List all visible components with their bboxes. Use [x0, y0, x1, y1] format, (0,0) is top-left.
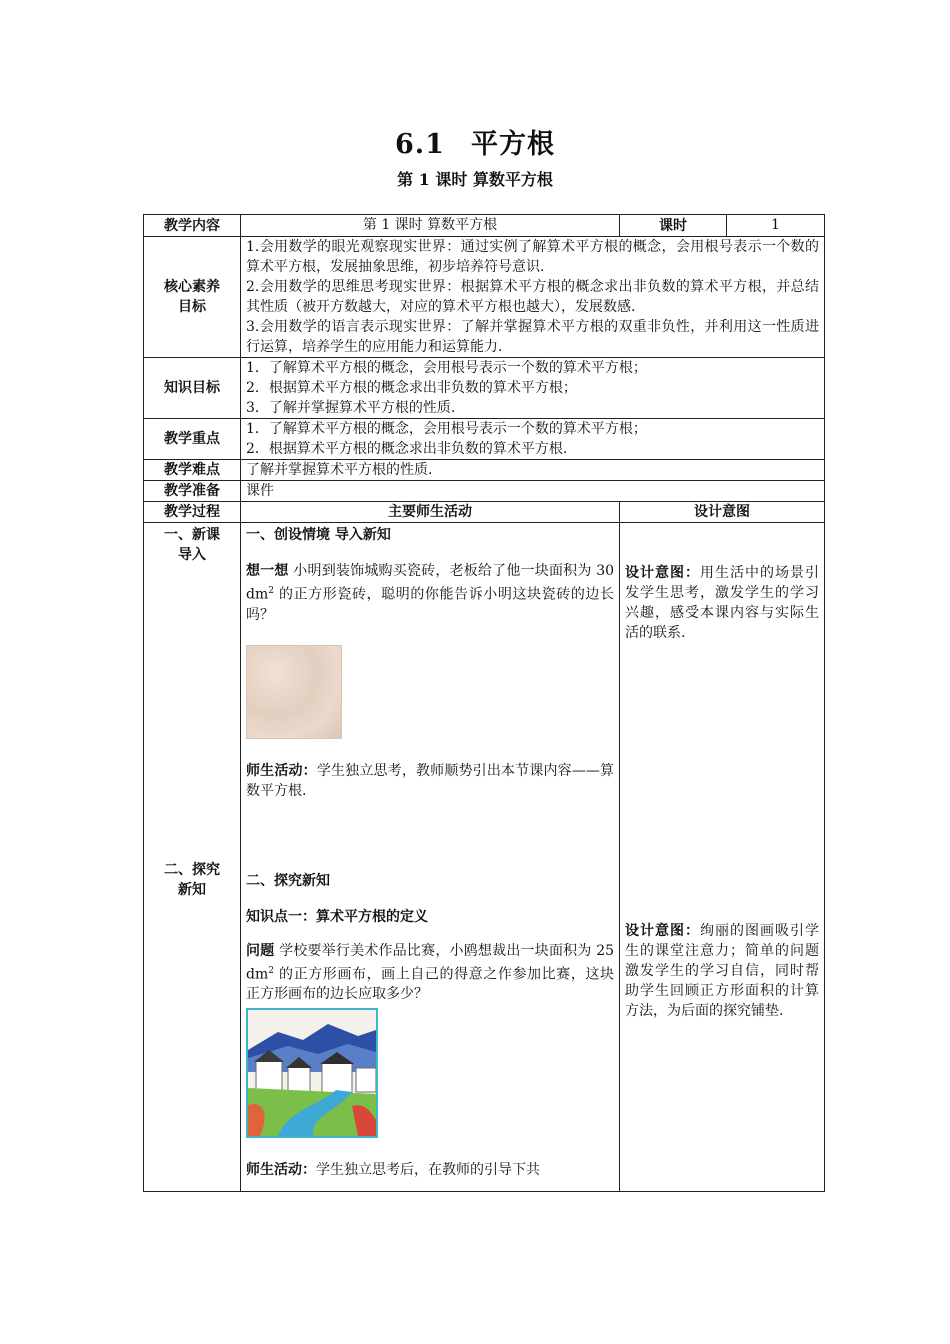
stage-1-label: 一、新课导入 — [164, 527, 220, 563]
knowledge-goals — [241, 358, 825, 419]
knowledge-point-1: 知识点一：算术平方根的定义 — [246, 908, 428, 925]
painting-image — [246, 1008, 378, 1138]
core-goal-item: 2.会用数学的思维思考现实世界：根据算术平方根的概念求出非负数的算术平方根，并总结其性质（被开方数越大，对应的算术平方根也越大），发展数感. — [246, 279, 820, 315]
core-goal-item: 3.会用数学的语言表示现实世界：了解并掌握算术平方根的双重非负性，并利用这一性质进行运算，培养学生的应用能力和运算能力. — [246, 319, 820, 355]
stage-1-heading: 一、创设情境 导入新知 — [246, 527, 391, 543]
stage-2-label: 二、探究新知 — [164, 862, 220, 898]
page-title — [0, 122, 950, 161]
activity-column — [241, 523, 620, 1192]
knowledge-item: 2．根据算术平方根的概念求出非负数的算术平方根； — [246, 380, 577, 396]
difficulty-value: 了解并掌握算术平方根的性质. — [241, 460, 825, 481]
knowledge-item: 1．了解算术平方根的概念，会用根号表示一个数的算术平方根； — [246, 360, 647, 376]
section-title: 平方根 — [470, 129, 555, 160]
question-paragraph: 问题 学校要举行美术作品比赛，小鸥想裁出一块面积为 25 $dm^2$ 的正方形画布，画上自己的得意之作参加比赛，这块正方形画布的边长应取多少？ — [246, 942, 615, 1003]
activity-column-header: 主要师生活动 — [241, 502, 620, 523]
period-value: 1 — [727, 215, 825, 237]
period-label: 课时 — [620, 215, 727, 237]
prep-value: 课件 — [241, 481, 825, 502]
tile-image — [246, 645, 342, 739]
key-label: 教学重点 — [144, 419, 241, 460]
design-column-header: 设计意图 — [620, 502, 825, 523]
process-label: 教学过程 — [144, 502, 241, 523]
content-label: 教学内容 — [144, 215, 241, 237]
key-item: 1．了解算术平方根的概念，会用根号表示一个数的算术平方根； — [246, 421, 647, 437]
think-paragraph: 想一想 小明到装饰城购买瓷砖，老板给了他一块面积为 30 $dm^2$ 的正方形瓷砖，聪明的你能告诉小明这块瓷砖的边长吗？ — [246, 563, 615, 623]
lesson-subtitle: 第 1 课时 算数平方根 — [397, 170, 553, 189]
lesson-plan-table — [143, 214, 825, 1192]
design-column — [620, 523, 825, 1192]
core-goals — [241, 237, 825, 358]
knowledge-item: 3．了解并掌握算术平方根的性质. — [246, 400, 456, 416]
prep-label: 教学准备 — [144, 481, 241, 502]
content-value: 第 1 课时 算数平方根 — [241, 215, 620, 237]
knowledge-label: 知识目标 — [144, 358, 241, 419]
difficulty-label: 教学难点 — [144, 460, 241, 481]
activity-1: 师生活动：学生独立思考，教师顺势引出本节课内容——算数平方根. — [246, 762, 615, 799]
design-2: 设计意图：绚丽的图画吸引学生的课堂注意力；简单的问题激发学生的学习自信，同时帮助学生回顾正方形面积的计算方法，为后面的探究铺垫. — [625, 923, 820, 1019]
key-item: 2．根据算术平方根的概念求出非负数的算术平方根. — [246, 441, 568, 457]
section-number: 6.1 — [395, 129, 445, 160]
stage-2-heading: 二、探究新知 — [246, 872, 330, 889]
core-label: 核心素养目标 — [144, 237, 241, 358]
painting-illustration — [248, 1010, 376, 1136]
design-1: 设计意图：用生活中的场景引发学生思考，激发学生的学习兴趣，感受本课内容与实际生活的联系. — [625, 565, 820, 641]
core-goal-item: 1.会用数学的眼光观察现实世界：通过实例了解算术平方根的概念，会用根号表示一个数的算术平方根，发展抽象思维，初步培养符号意识. — [246, 239, 820, 275]
stage-column — [144, 523, 241, 1192]
key-points — [241, 419, 825, 460]
activity-2: 师生活动：学生独立思考后，在教师的引导下共 — [246, 1162, 540, 1179]
